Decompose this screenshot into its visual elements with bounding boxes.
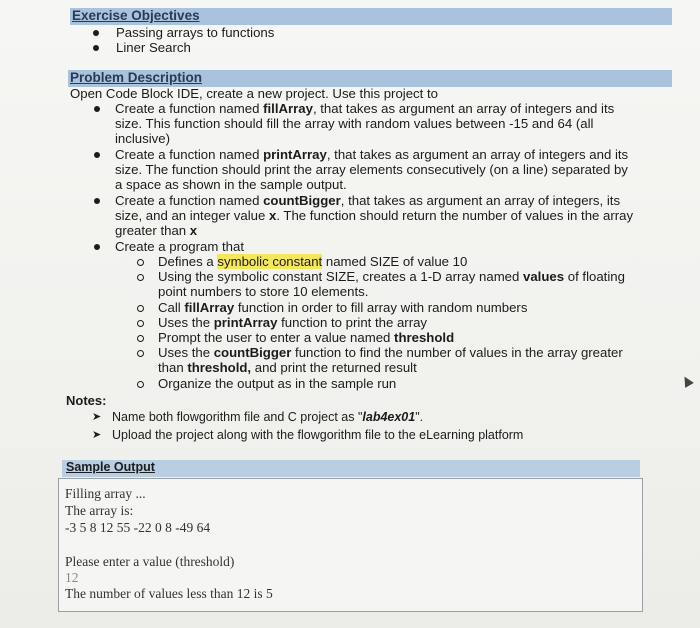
bullet1-line3: inclusive) [115, 131, 170, 146]
sub-bullet-icon [137, 259, 144, 266]
sub-item-2-cont: point numbers to store 10 elements. [158, 284, 369, 299]
sub-item-6-cont: than threshold, and print the returned result [158, 360, 417, 375]
sample-prompt: Please enter a value (threshold) [65, 554, 235, 569]
sample-title: Sample Output [66, 460, 155, 474]
bullet4-line1: Create a program that [115, 239, 245, 254]
arrow-bullet-icon: ➤ [92, 429, 102, 441]
sub-bullet-icon [137, 320, 144, 327]
sub-item-2: Using the symbolic constant SIZE, creates a 1-D array named values of floating [158, 269, 625, 284]
problem-title: Problem Description [70, 70, 203, 85]
sub-bullet-icon [137, 274, 144, 281]
bullet3-line3: greater than x [115, 223, 198, 238]
bullet2-line2: size. The function should print the array elements consecutively (on a line) separated by [115, 162, 628, 177]
sub-item-7: Organize the output as in the sample run [158, 376, 397, 391]
notes-title: Notes: [66, 393, 107, 408]
bullet-icon [93, 45, 99, 51]
bullet-icon [93, 30, 99, 36]
objective-item: Passing arrays to functions [116, 25, 275, 40]
sample-line: -3 5 8 12 55 -22 0 8 -49 64 [65, 520, 211, 535]
bullet1-line2: size. This function should fill the array with random values between -15 and 64 (all [115, 116, 594, 131]
note-2: Upload the project along with the flowgorithm file to the eLearning platform [112, 428, 524, 442]
bullet1-line1: Create a function named fillArray, that takes as argument an array of integers and its [115, 101, 615, 116]
sub-bullet-icon [137, 381, 144, 388]
bullet3-line1: Create a function named countBigger, that takes as argument an array of integers, its [115, 193, 621, 208]
mouse-cursor-icon [680, 374, 694, 388]
objective-item: Liner Search [116, 40, 191, 55]
objectives-title: Exercise Objectives [72, 8, 200, 23]
sub-item-1: Defines a symbolic constant named SIZE of value 10 [158, 254, 468, 269]
sub-bullet-icon [137, 335, 144, 342]
arrow-bullet-icon: ➤ [92, 411, 102, 423]
bullet-icon [94, 198, 100, 204]
sub-item-5: Prompt the user to enter a value named threshold [158, 330, 455, 345]
bullet-icon [94, 244, 100, 250]
sample-line: Filling array ... [65, 486, 146, 501]
problem-intro: Open Code Block IDE, create a new project. Use this project to [70, 86, 438, 101]
bullet-icon [94, 106, 100, 112]
sample-input: 12 [65, 570, 79, 585]
sub-item-6: Uses the countBigger function to find the number of values in the array greater [158, 345, 623, 360]
bullet3-line2: size, and an integer value x. The function should return the number of values in the array [115, 208, 634, 223]
sample-result: The number of values less than 12 is 5 [65, 586, 273, 601]
sample-line: The array is: [65, 503, 134, 518]
sub-bullet-icon [137, 350, 144, 357]
note-1: Name both flowgorithm file and C project as "lab4ex01". [112, 410, 424, 424]
bullet2-line3: a space as shown in the sample output. [115, 177, 347, 192]
sub-item-4: Uses the printArray function to print the array [158, 315, 428, 330]
bullet2-line1: Create a function named printArray, that takes as argument an array of integers and its [115, 147, 629, 162]
bullet-icon [94, 152, 100, 158]
sub-bullet-icon [137, 305, 144, 312]
sub-item-3: Call fillArray function in order to fill array with random numbers [158, 300, 528, 315]
